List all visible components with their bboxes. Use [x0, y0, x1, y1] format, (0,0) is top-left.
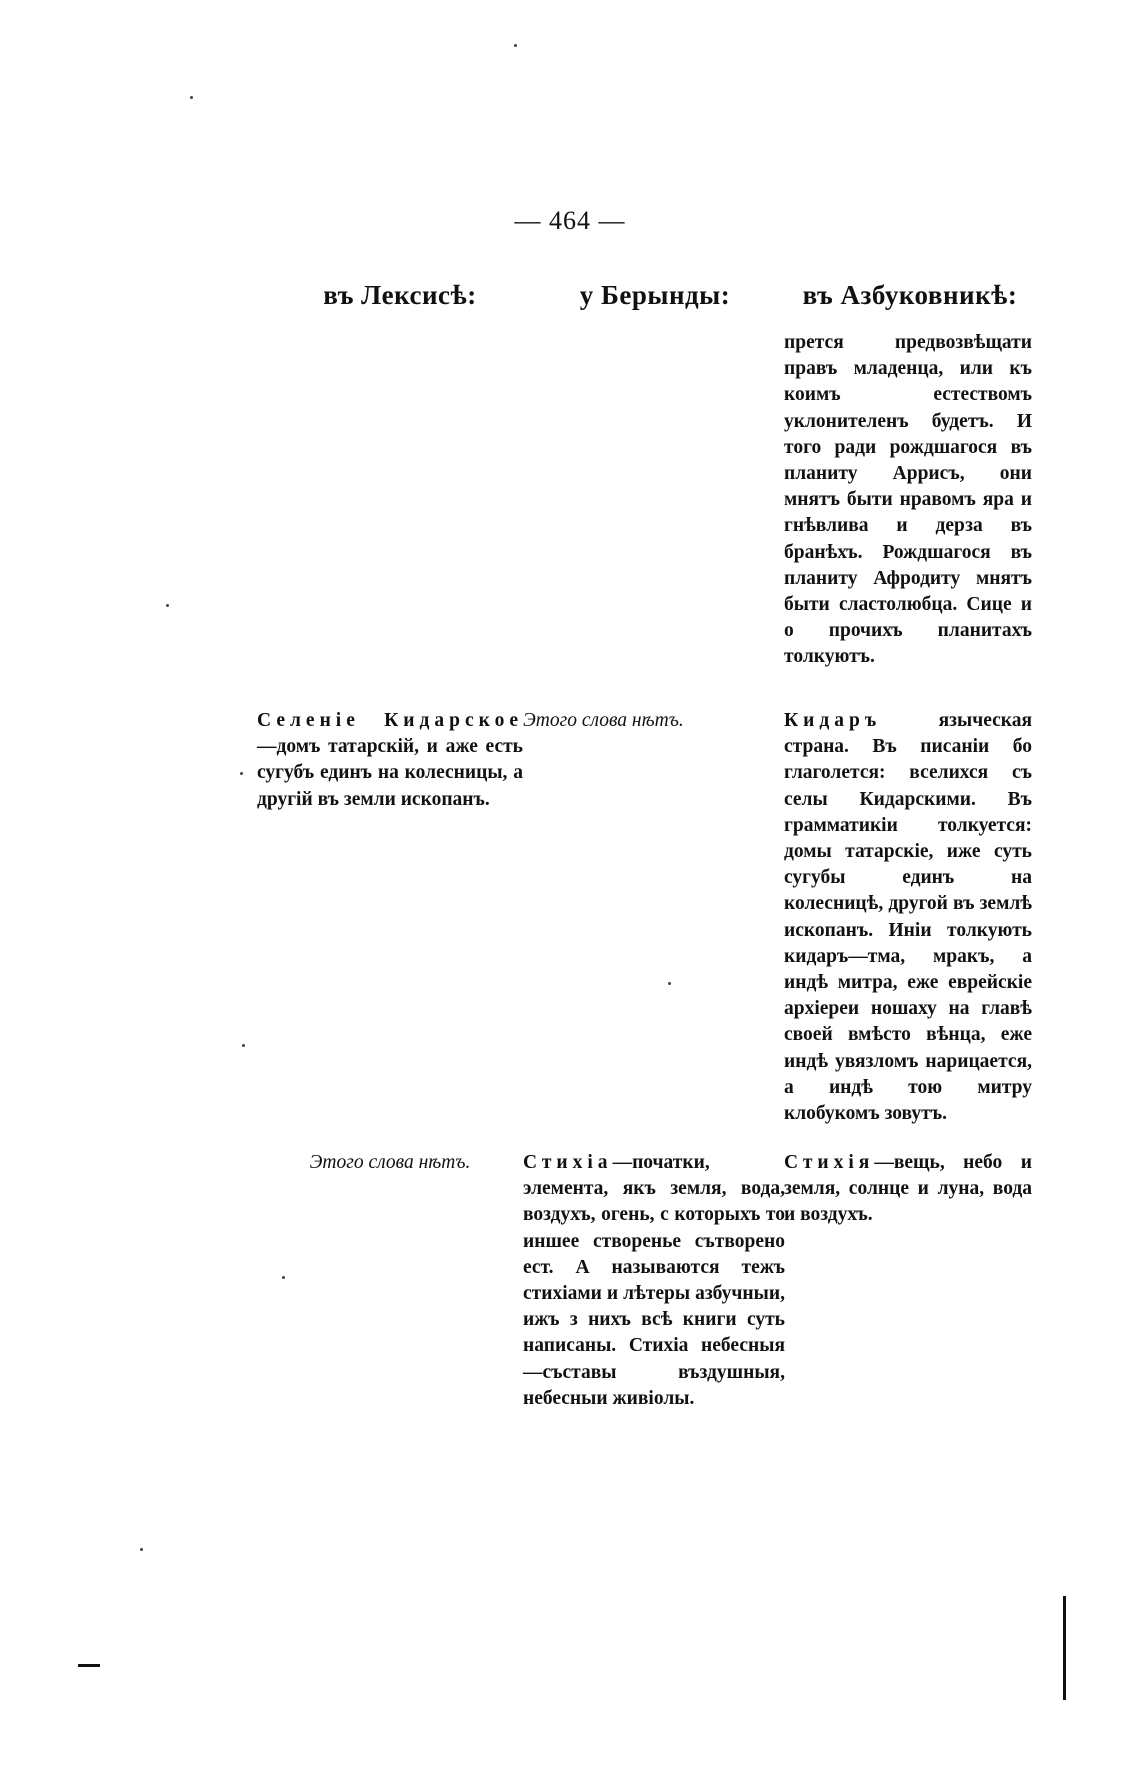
scan-speck [140, 1548, 143, 1551]
entry-2-lexis: Этого слова нѣтъ. [309, 1152, 471, 1173]
entry-text: —домъ татарскій, и аже есть сугубъ единъ на колесницы, а другій въ земли ископанъ. [257, 736, 523, 810]
page-number: — 464 — [514, 206, 626, 235]
entry-text: прется предвозвѣщати правъ младенца, или къ коимъ естествомъ уклонителенъ будетъ. И того ради рождшагося въ планиту Аррисъ, они мнятъ быти нравомъ яра и гнѣвлива и дерза въ бранѣхъ. Рождшагося въ планиту Афродиту мнятъ быти сластолюбца. Сице и о прочихъ планитахъ толкуютъ. [784, 332, 1032, 668]
scan-mark-bar [1063, 1596, 1066, 1700]
entry-2-azbukovnik [784, 1150, 1032, 1229]
scan-speck [242, 1044, 245, 1047]
entry-0-azbukovnik [784, 330, 1032, 671]
column-header-lexis: въ Лексисѣ: [323, 280, 477, 310]
entry-text: —початки, элемента, якъ земля, вода, воздухъ, огень, с которыхъ то иншее створенье сътворено ест. А называются тежъ стихіами и лѣтеры азбучныи, ижъ з нихъ всѣ книги суть написаны. Стихіа небесныя —съставы въздушныя, небесныи живіолы. [523, 1152, 785, 1409]
entry-headword: Кидаръ [784, 710, 882, 731]
entry-1-azbukovnik [784, 708, 1032, 1127]
scan-speck [514, 44, 517, 47]
column-header-azbukovnik: въ Азбуковникѣ: [802, 280, 1018, 310]
column-header-berynda: у Берынды: [579, 280, 731, 310]
entry-1-lexis [257, 708, 523, 813]
scan-speck [190, 96, 193, 99]
entry-headword: Селеніе Кидарское [257, 710, 523, 731]
scan-speck [282, 1276, 285, 1279]
entry-text: языческая страна. Въ писаніи бо глаголется: вселихся съ селы Кидарскими. Въ грамматикіи толкуется: домы татарскіе, иже суть сугубы единъ на колесницѣ, другой въ землѣ ископанъ. Иніи толкують кидаръ—тма, мракъ, а индѣ митра, еже еврейскіе архіереи ношаху на главѣ своей вмѣсто вѣнца, еже индѣ увязломъ нарицается, а индѣ тою митру клобукомъ зовутъ. [784, 710, 1032, 1125]
scan-speck [166, 604, 169, 607]
entry-2-berynda [523, 1150, 785, 1412]
entry-headword: Стихія [784, 1152, 875, 1173]
entry-headword: Стихіа [523, 1152, 613, 1173]
entry-text: —вещь, небо и земля, солнце и луна, вода и воздухъ. [784, 1152, 1032, 1226]
scan-speck [668, 982, 671, 985]
scan-mark-dash [78, 1664, 100, 1667]
entry-1-berynda: Этого слова нѣтъ. [523, 710, 684, 731]
scan-speck [240, 772, 243, 775]
